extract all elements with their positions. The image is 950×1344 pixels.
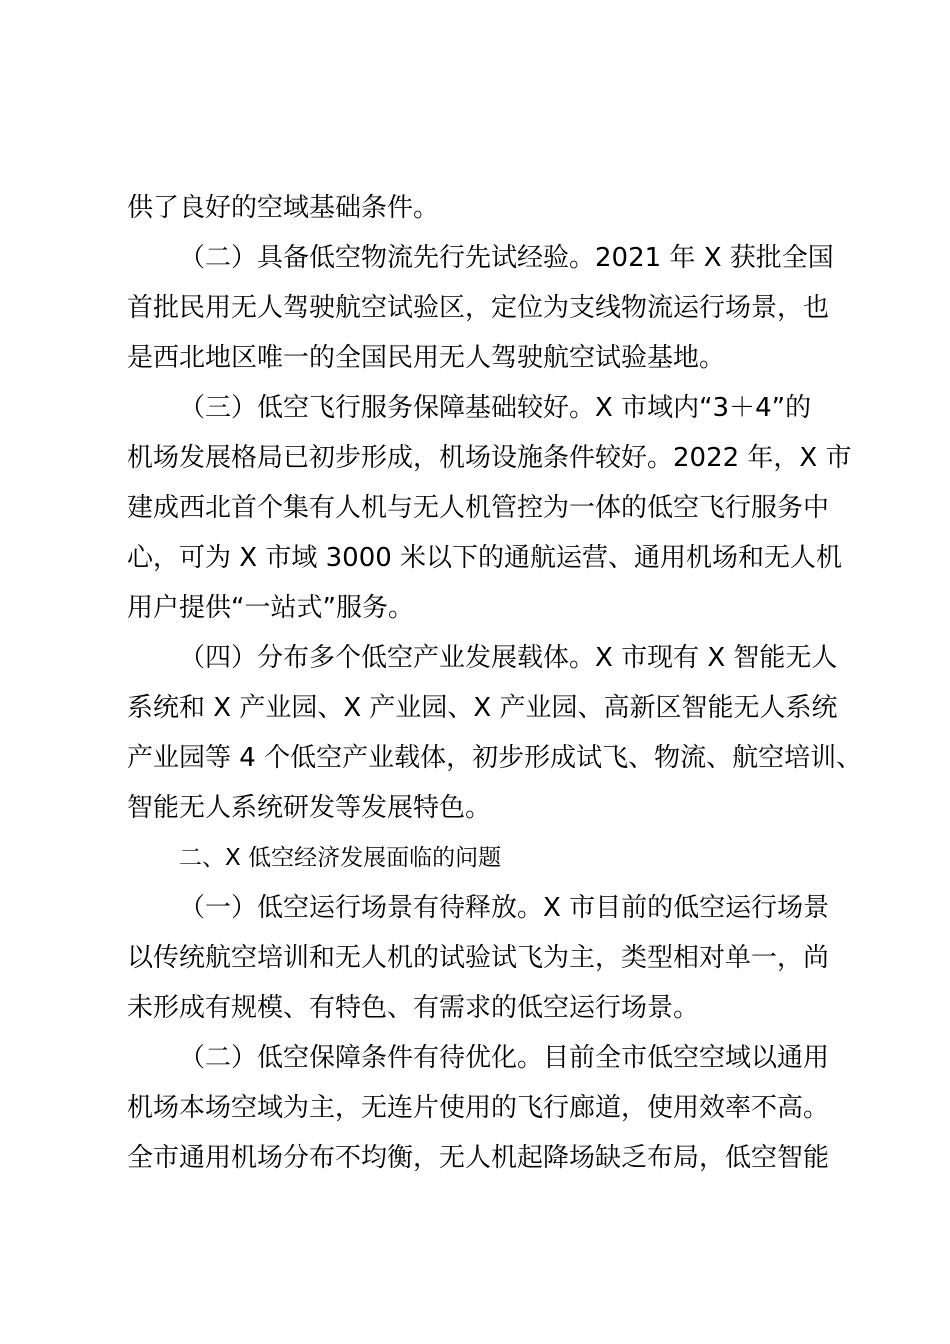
text-line: 用户提供“一站式”服务。 <box>127 593 414 623</box>
paragraph-start-line: （二）低空保障条件有待优化。目前全市低空空域以通用 <box>179 1043 830 1073</box>
text-line: 智能无人系统研发等发展特色。 <box>127 793 492 823</box>
paragraph-start-line: （二）具备低空物流先行先试经验。2021 年 X 获批全国 <box>179 243 834 273</box>
text-line: 未形成有规模、有特色、有需求的低空运行场景。 <box>127 993 700 1023</box>
text-line: 心，可为 X 市域 3000 米以下的通航运营、通用机场和无人机 <box>127 543 843 573</box>
paragraph-start-line: （四）分布多个低空产业发展载体。X 市现有 X 智能无人 <box>179 643 838 673</box>
text-line: 机场本场空域为主，无连片使用的飞行廊道，使用效率不高。 <box>127 1093 830 1123</box>
paragraph-start-line: （一）低空运行场景有待释放。X 市目前的低空运行场景 <box>179 893 830 923</box>
text-line: 产业园等 4 个低空产业载体，初步形成试飞、物流、航空培训、 <box>127 743 863 773</box>
paragraph-start-line: （三）低空飞行服务保障基础较好。X 市域内“3＋4”的 <box>179 393 812 423</box>
text-line: 供了良好的空域基础条件。 <box>127 193 440 223</box>
text-line: 是西北地区唯一的全国民用无人驾驶航空试验基地。 <box>127 343 726 373</box>
text-line: 全市通用机场分布不均衡，无人机起降场缺乏布局，低空智能 <box>127 1143 830 1173</box>
text-line: 建成西北首个集有人机与无人机管控为一体的低空飞行服务中 <box>127 493 830 523</box>
text-line: 机场发展格局已初步形成，机场设施条件较好。2022 年，X 市 <box>127 443 852 473</box>
text-line: 首批民用无人驾驶航空试验区，定位为支线物流运行场景，也 <box>127 293 830 323</box>
document-body <box>127 183 863 1183</box>
section-heading: 二、X 低空经济发展面临的问题 <box>179 845 502 871</box>
text-line: 以传统航空培训和无人机的试验试飞为主，类型相对单一，尚 <box>127 943 830 973</box>
text-line: 系统和 X 产业园、X 产业园、X 产业园、高新区智能无人系统 <box>127 693 838 723</box>
